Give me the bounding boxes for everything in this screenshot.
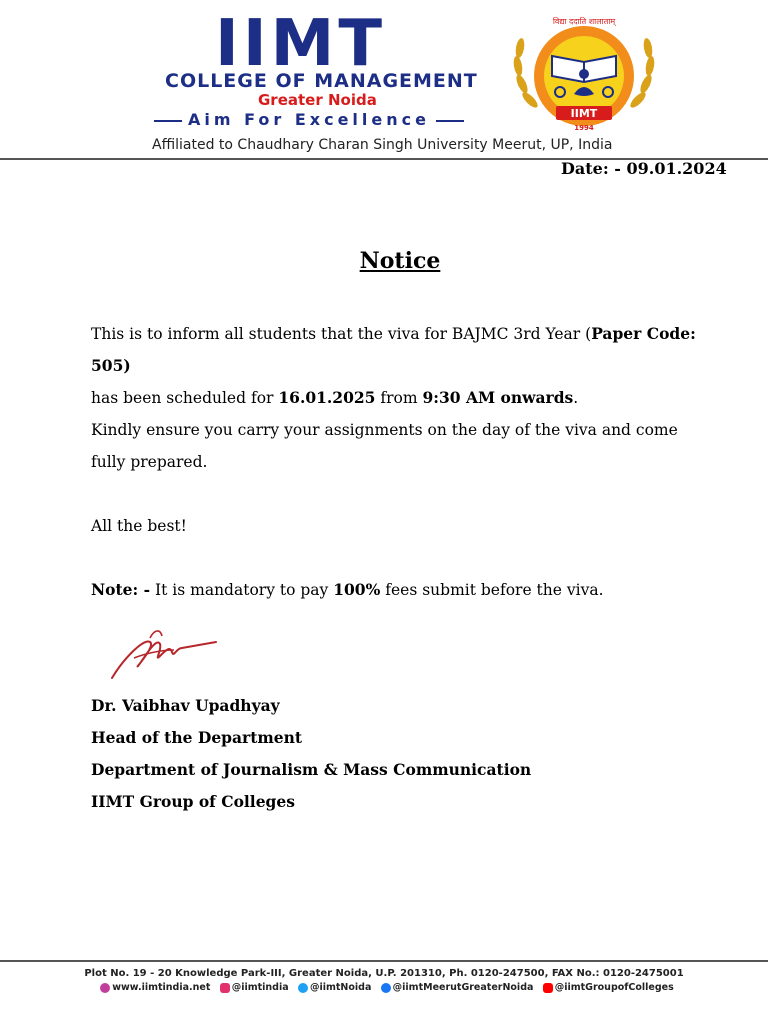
paragraph-wishes: All the best! [91, 517, 187, 535]
college-emblem-icon [504, 14, 664, 136]
signatory-role: Head of the Department [91, 728, 303, 747]
signatory-org: IIMT Group of Colleges [91, 792, 295, 811]
footer-facebook[interactable]: @iimtMeerutGreaterNoida [392, 982, 534, 993]
paragraph-note: Note: - It is mandatory to pay 100% fees submit before the viva. [91, 580, 604, 599]
footer-twitter[interactable]: @iimtNoida [309, 982, 372, 993]
letterhead [0, 0, 768, 160]
twitter-icon [298, 983, 308, 993]
emblem-motto: विद्या ददाति शालाताम् [552, 17, 616, 26]
note-percent: 100% [333, 580, 381, 599]
viva-date: 16.01.2025 [278, 388, 376, 407]
notice-title: Notice [359, 248, 441, 274]
tagline-dash-left [154, 120, 182, 122]
signatory-department: Department of Journalism & Mass Communication [91, 760, 532, 779]
emblem-banner-text: IIMT [570, 107, 598, 120]
signatory-block [91, 690, 531, 818]
globe-icon [100, 983, 110, 993]
instagram-icon [220, 983, 230, 993]
note-label: Note: - [91, 580, 151, 599]
tagline-text: Aim For Excellence [188, 110, 430, 129]
emblem-year: 1994 [574, 124, 594, 132]
viva-time: 9:30 AM onwards [422, 388, 574, 407]
facebook-icon [381, 983, 391, 993]
handwritten-signature [104, 618, 224, 688]
brand-logo-text: IIMT [215, 7, 386, 81]
college-name: COLLEGE OF MANAGEMENT [165, 70, 478, 92]
footer-divider [0, 960, 768, 962]
paper-code: Paper Code: 505) [91, 324, 696, 375]
signatory-name: Dr. Vaibhav Upadhyay [91, 696, 280, 715]
paragraph-viva: This is to inform all students that the viva for BAJMC 3rd Year (Paper Code: 505) has been scheduled for 16.01.2025 from 9:30 AM onwards. [91, 324, 696, 407]
affiliation-line: Affiliated to Chaudhary Charan Singh University Meerut, UP, India [152, 137, 613, 153]
footer-contacts [0, 982, 768, 993]
notice-date: Date: - 09.01.2024 [561, 159, 727, 178]
footer-website[interactable]: www.iimtindia.net [112, 982, 211, 993]
college-city: Greater Noida [258, 91, 377, 109]
tagline [148, 110, 470, 129]
paragraph-instructions: Kindly ensure you carry your assignments on the day of the viva and come fully prepared. [91, 421, 678, 471]
notice-body [91, 318, 711, 606]
footer-address: Plot No. 19 - 20 Knowledge Park-III, Greater Noida, U.P. 201310, Ph. 0120-247500, FAX No.: 0120-2475001 [84, 968, 684, 979]
youtube-icon [543, 983, 553, 993]
footer-youtube[interactable]: @iimtGroupofColleges [554, 982, 674, 993]
tagline-dash-right [436, 120, 464, 122]
footer-instagram[interactable]: @iimtindia [231, 982, 289, 993]
